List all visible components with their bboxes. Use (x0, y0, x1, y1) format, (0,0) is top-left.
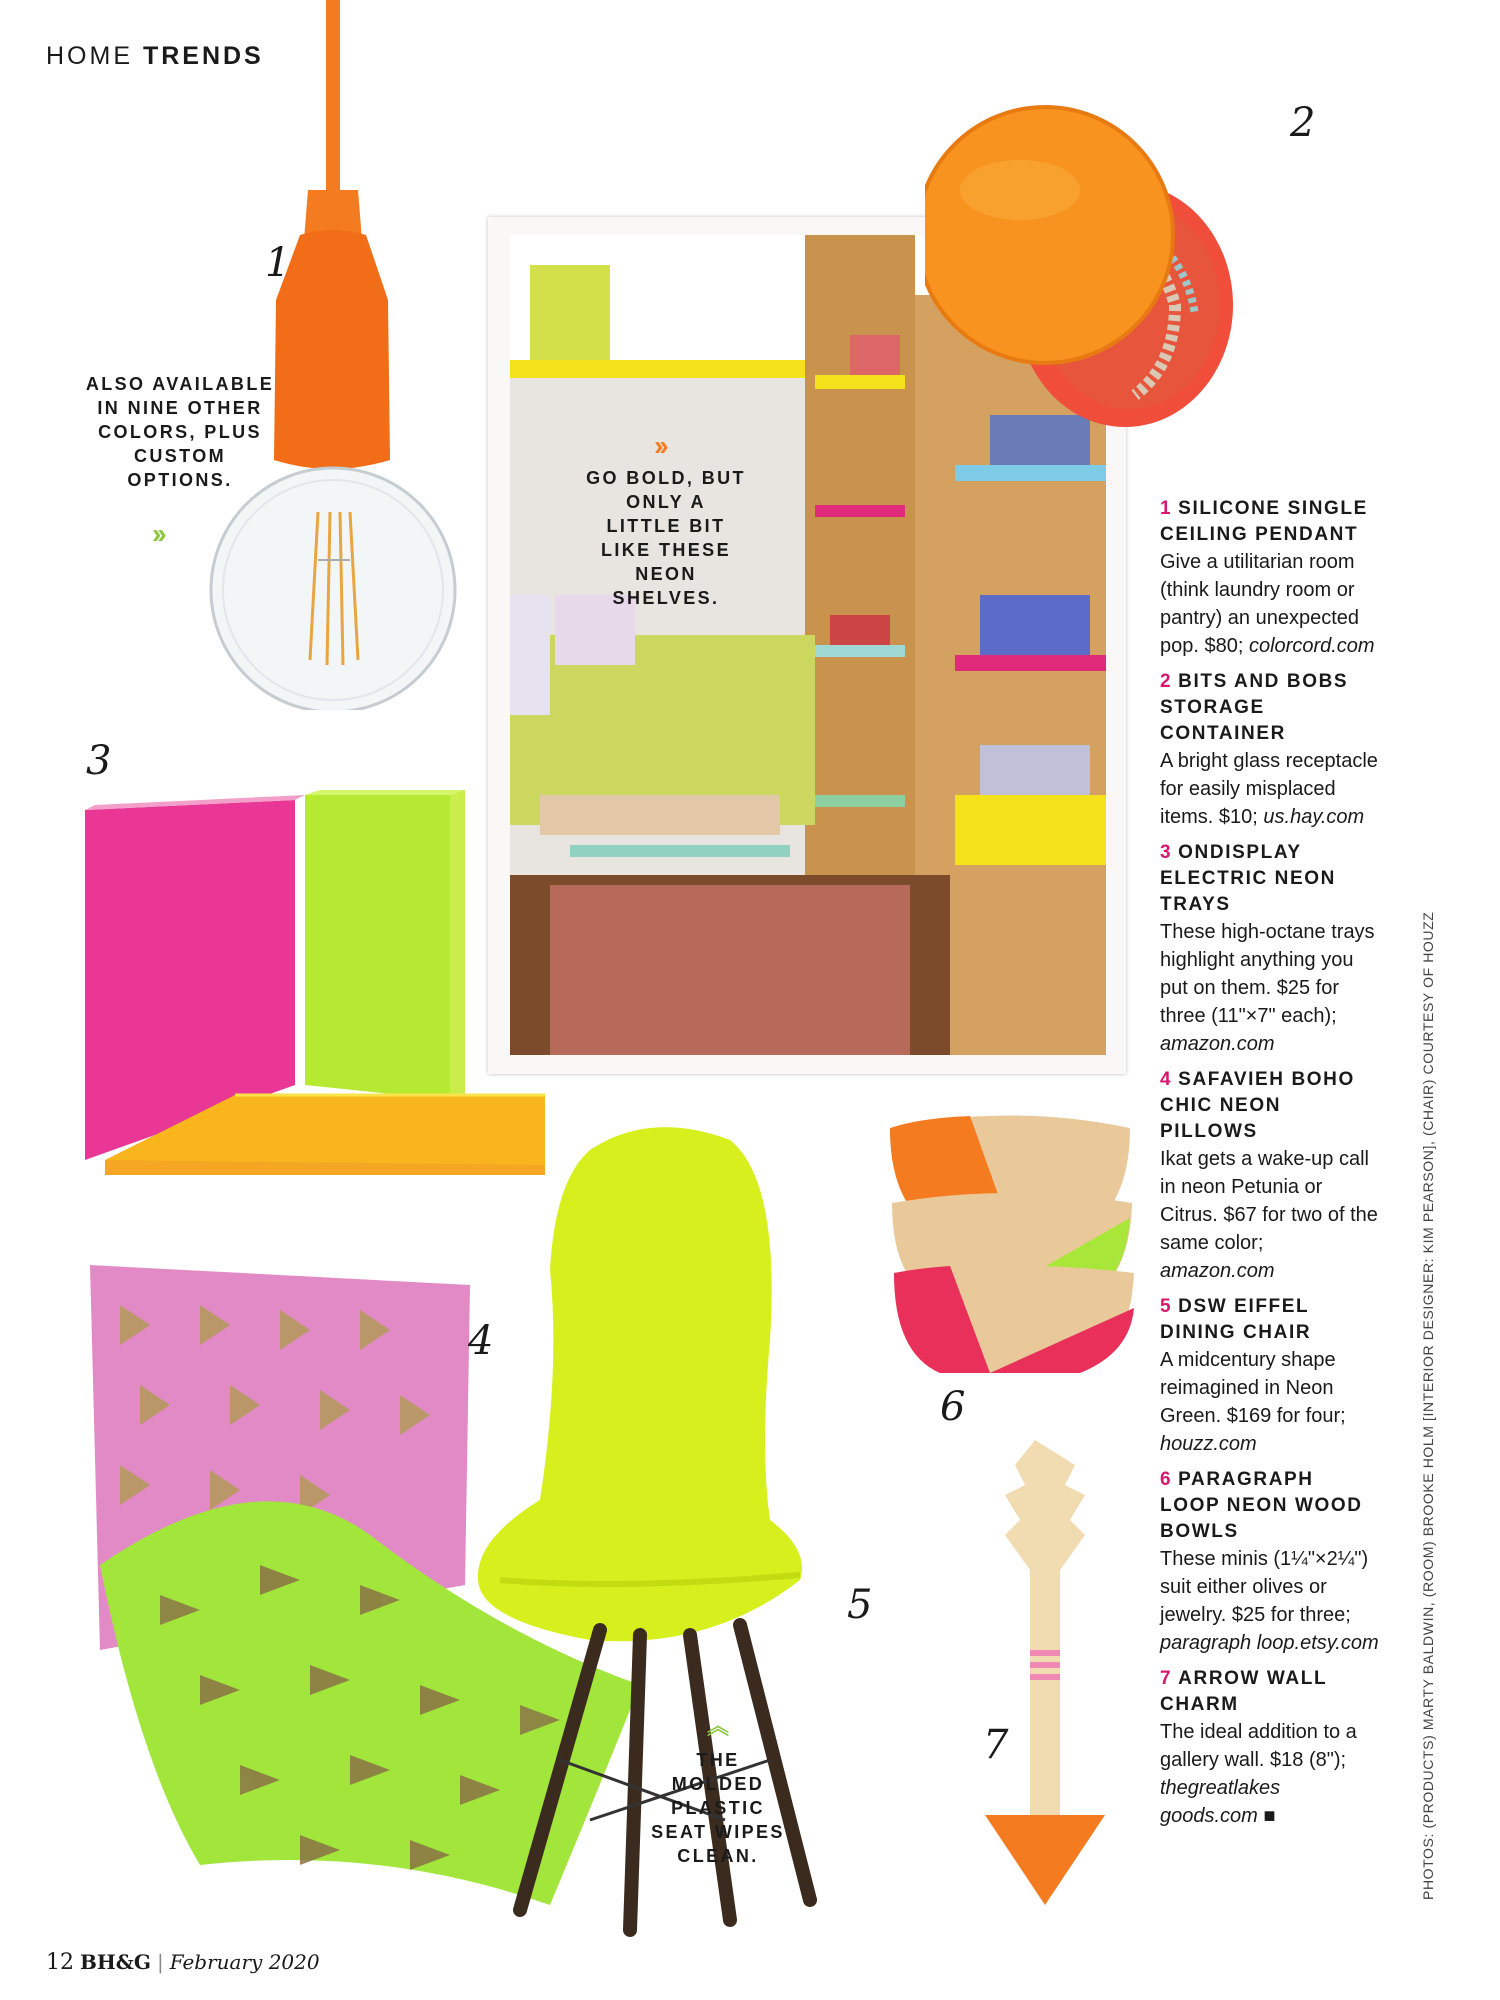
magazine-name: BH&G (80, 1950, 151, 1974)
figure-number-2: 2 (1290, 100, 1316, 146)
item-number: 2 (1160, 671, 1173, 692)
figure-number-3: 3 (86, 738, 112, 784)
chevron-right-icon: ›› (152, 518, 163, 549)
item-source-link[interactable]: houzz.com (1160, 1433, 1257, 1455)
item-title: BITS AND BOBS STORAGE CONTAINER (1160, 671, 1349, 744)
list-item (1160, 840, 1380, 1058)
list-item (1160, 1666, 1380, 1830)
list-item (1160, 1467, 1380, 1657)
list-item (1160, 1294, 1380, 1458)
item-title: ONDISPLAY ELECTRIC NEON TRAYS (1160, 842, 1336, 915)
item-number: 6 (1160, 1469, 1173, 1490)
item-description: Ikat gets a wake-up call in neon Petunia or Citrus. $67 for two of the same color; (1160, 1148, 1378, 1254)
shelves-callout: GO BOLD, BUT ONLY A LITTLE BIT LIKE THESE NEON SHELVES. (586, 468, 746, 608)
item-source-link[interactable]: amazon.com (1160, 1260, 1275, 1282)
item-title: DSW EIFFEL DINING CHAIR (1160, 1296, 1312, 1343)
item-description: A midcentury shape reimagined in Neon Green. $169 for four; (1160, 1349, 1346, 1427)
item-number: 3 (1160, 842, 1173, 863)
pendant-lamp-image (200, 0, 480, 710)
product-listing (1160, 496, 1380, 1839)
item-source-link[interactable]: us.hay.com (1263, 806, 1365, 828)
figure-number-7: 7 (983, 1722, 1009, 1768)
item-number: 1 (1160, 498, 1173, 519)
chevron-up-icon: ︽ (707, 1714, 726, 1739)
item-description: These high-octane trays highlight anything you put on them. $25 for three (11"×7" each); (1160, 921, 1375, 1027)
storage-container-image (925, 95, 1235, 450)
figure-number-5: 5 (847, 1582, 873, 1628)
list-item (1160, 1067, 1380, 1285)
item-description: These minis (1¼"×2¼") suit either olives or jewelry. $25 for three; (1160, 1548, 1369, 1626)
list-item (1160, 669, 1380, 831)
item-title: ARROW WALL CHARM (1160, 1668, 1327, 1715)
item-title: SAFAVIEH BOHO CHIC NEON PILLOWS (1160, 1069, 1355, 1142)
photo-credits: PHOTOS: (PRODUCTS) MARTY BALDWIN, (ROOM) BROOKE HOLM [INTERIOR DESIGNER: KIM PEARSON], (CHAIR) COURTESY OF HOUZZ (1420, 911, 1436, 1900)
item-number: 5 (1160, 1296, 1173, 1317)
footer-separator: | (156, 1950, 164, 1974)
page-number: 12 (46, 1950, 74, 1975)
item-number: 4 (1160, 1069, 1173, 1090)
list-item (1160, 496, 1380, 660)
neon-trays-image (65, 755, 565, 1175)
figure-number-6: 6 (940, 1384, 966, 1430)
item-title: SILICONE SINGLE CEILING PENDANT (1160, 498, 1368, 545)
item-source-link[interactable]: amazon.com (1160, 1033, 1275, 1055)
end-square-icon: ■ (1263, 1805, 1276, 1827)
figure-number-1: 1 (265, 240, 291, 286)
section-label-bold: TRENDS (142, 42, 264, 70)
wood-bowls-image (880, 1108, 1140, 1378)
page-footer (46, 1950, 320, 1975)
item-title: PARAGRAPH LOOP NEON WOOD BOWLS (1160, 1469, 1363, 1542)
figure-number-4: 4 (468, 1318, 494, 1364)
pendant-callout: ALSO AVAILABLE IN NINE OTHER COLORS, PLUS CUSTOM OPTIONS. (85, 374, 275, 490)
item-number: 7 (1160, 1668, 1173, 1689)
chevron-right-icon: ›› (654, 430, 665, 461)
section-label-light: HOME (46, 42, 133, 70)
item-source-link[interactable]: thegreatlakes goods.com (1160, 1777, 1281, 1827)
item-source-link[interactable]: colorcord.com (1248, 635, 1375, 657)
issue-date: February 2020 (169, 1950, 320, 1974)
item-source-link[interactable]: paragraph loop.etsy.com (1160, 1632, 1379, 1654)
chair-callout: THE MOLDED PLASTIC SEAT WIPES CLEAN. (651, 1750, 785, 1866)
item-description: The ideal addition to a gallery wall. $18 (8"); (1160, 1721, 1357, 1771)
item-description: A bright glass receptacle for easily misplaced items. $10; (1160, 750, 1378, 828)
item-description: Give a utilitarian room (think laundry room or pantry) an unexpected pop. $80; (1160, 551, 1360, 657)
arrow-charm-image (975, 1440, 1115, 1910)
